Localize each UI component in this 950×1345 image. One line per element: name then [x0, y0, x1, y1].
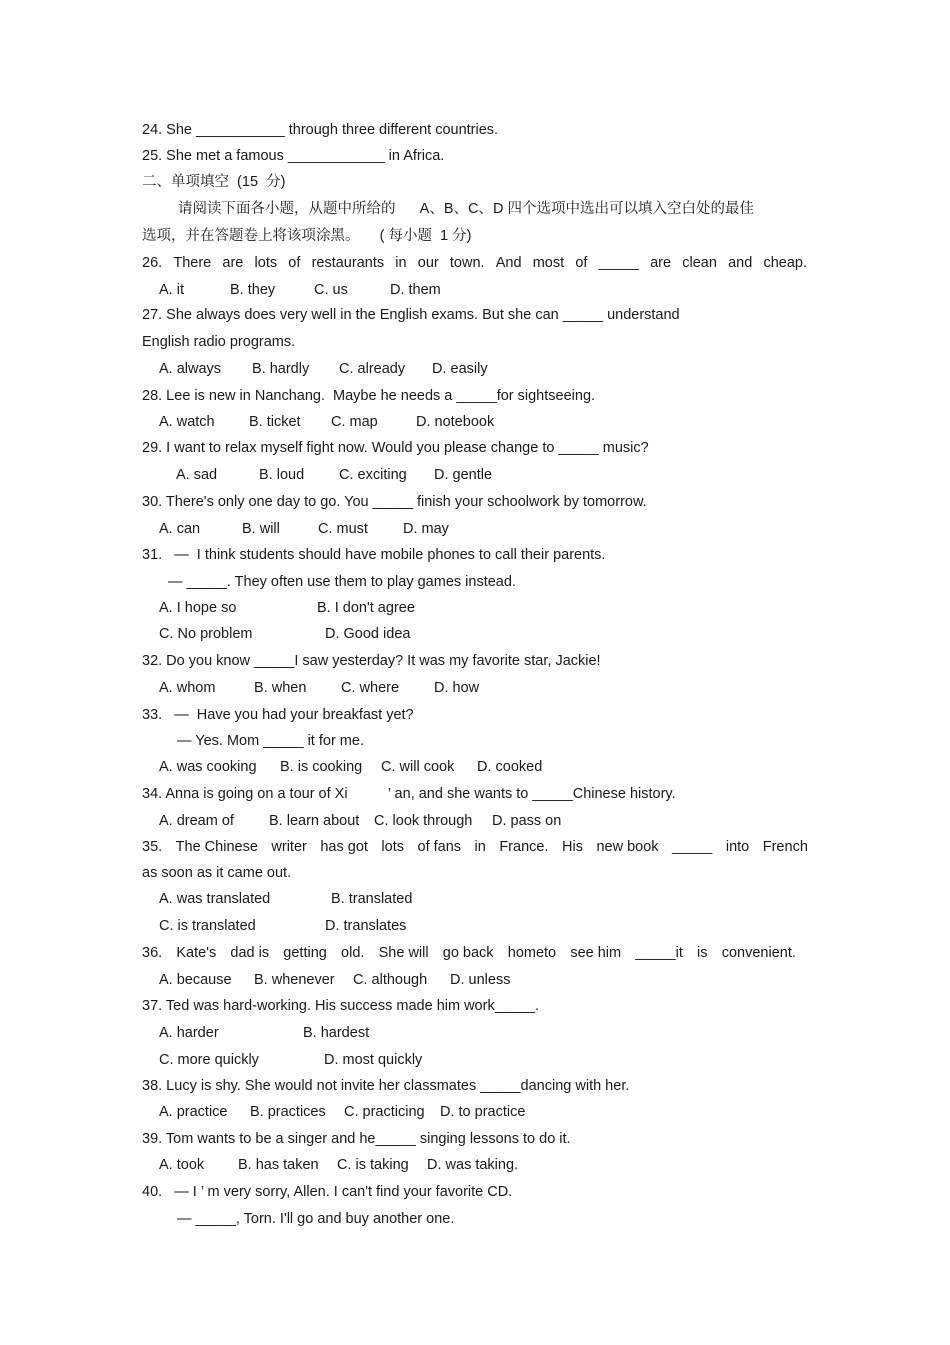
question-34: 34. Anna is going on a tour of Xi ’ an, and she wants to _____Chinese history. [142, 786, 676, 802]
word: writer [271, 839, 307, 855]
word: 35. [142, 839, 163, 855]
word: lots [254, 255, 278, 271]
word: town. [449, 255, 485, 271]
option-d: D. how [434, 680, 480, 696]
option-b: B. is cooking [280, 759, 363, 775]
question-35-line-2: as soon as it came out. [142, 865, 292, 881]
word: France. [499, 839, 549, 855]
question-40-line-2: — _____, Torn. I'll go and buy another one. [177, 1211, 455, 1227]
question-33-line-2: — Yes. Mom _____ it for me. [177, 733, 364, 749]
options-31-row-1 [159, 599, 415, 617]
option-a: A. can [159, 521, 201, 537]
option-b: B. hardest [303, 1025, 370, 1041]
options-31-row-2 [159, 625, 410, 643]
word: of [575, 255, 588, 271]
option-a: A. watch [159, 414, 215, 430]
options-32 [159, 679, 479, 697]
options-37-row-2 [159, 1051, 422, 1069]
question-24: 24. She ___________ through three different countries. [142, 122, 499, 138]
options-39 [159, 1156, 518, 1174]
word: clean [682, 255, 717, 271]
option-c: C. look through [374, 813, 473, 829]
option-a: A. whom [159, 680, 216, 696]
question-33-line-1: 33. — Have you had your breakfast yet? [142, 707, 414, 723]
option-c: C. where [341, 680, 400, 696]
option-a: A. because [159, 972, 232, 988]
word: dad is [230, 945, 270, 961]
option-c: C. must [318, 521, 368, 537]
question-31-line-2: — _____. They often use them to play games instead. [168, 574, 516, 590]
question-29: 29. I want to relax myself fight now. Would you please change to _____ music? [142, 440, 649, 456]
option-a: A. it [159, 282, 184, 298]
option-d: D. translates [325, 918, 407, 934]
word: lots [381, 839, 404, 855]
word: in [474, 839, 486, 855]
options-26 [159, 281, 441, 299]
option-a: A. was translated [159, 891, 271, 907]
word: go back [442, 945, 494, 961]
option-b: B. hardly [252, 361, 310, 377]
question-39: 39. Tom wants to be a singer and he_____ singing lessons to do it. [142, 1131, 571, 1147]
option-b: B. when [254, 680, 307, 696]
option-b: B. loud [259, 467, 305, 483]
option-a: A. I hope so [159, 600, 237, 616]
question-27-line-2: English radio programs. [142, 334, 296, 350]
word: and [728, 255, 753, 271]
word: are [650, 255, 672, 271]
options-27 [159, 360, 488, 378]
option-a: A. took [159, 1157, 205, 1173]
option-d: D. notebook [416, 414, 495, 430]
word: of fans [417, 839, 462, 855]
word: She will [378, 945, 429, 961]
option-c: C. exciting [339, 467, 407, 483]
question-35-line-1 [142, 838, 808, 856]
option-d: D. pass on [492, 813, 562, 829]
option-c: C. map [331, 414, 378, 430]
options-29 [176, 466, 492, 484]
option-d: D. may [403, 521, 449, 537]
option-b: B. I don't agree [317, 600, 415, 616]
question-37: 37. Ted was hard-working. His success made him work_____. [142, 998, 540, 1014]
option-a: A. practice [159, 1104, 228, 1120]
section-title: 二、单项填空 (15 分) [142, 174, 286, 190]
option-c: C. will cook [381, 759, 455, 775]
option-a: A. was cooking [159, 759, 257, 775]
word: 36. [142, 945, 163, 961]
option-b: B. learn about [269, 813, 360, 829]
options-35-row-2 [159, 917, 406, 935]
word: new book [596, 839, 659, 855]
options-28 [159, 413, 494, 431]
options-33 [159, 758, 542, 776]
word: hometo [507, 945, 557, 961]
options-34 [159, 812, 561, 830]
option-d: D. most quickly [324, 1052, 423, 1068]
question-30: 30. There's only one day to go. You _____ finish your schoolwork by tomorrow. [142, 494, 647, 510]
answer-blank: _____ [598, 255, 639, 271]
word: getting [283, 945, 327, 961]
question-31-line-1: 31. — I think students should have mobile phones to call their parents. [142, 547, 606, 563]
option-c: C. is taking [337, 1157, 409, 1173]
word: restaurants [311, 255, 385, 271]
option-c: C. more quickly [159, 1052, 259, 1068]
option-d: D. unless [450, 972, 511, 988]
word: most [532, 255, 565, 271]
word: are [222, 255, 244, 271]
options-37-row-1 [159, 1024, 369, 1042]
question-38: 38. Lucy is shy. She would not invite her classmates _____dancing with her. [142, 1078, 630, 1094]
option-c: C. No problem [159, 626, 253, 642]
question-25: 25. She met a famous ____________ in Africa. [142, 148, 445, 164]
option-c: C. us [314, 282, 348, 298]
word: French [762, 839, 808, 855]
option-c: C. practicing [344, 1104, 425, 1120]
question-40-line-1: 40. — I ’ m very sorry, Allen. I can't find your favorite CD. [142, 1184, 513, 1200]
word: The Chinese [175, 839, 258, 855]
word: old. [341, 945, 365, 961]
option-b: B. ticket [249, 414, 301, 430]
word: cheap. [763, 255, 807, 271]
options-35-row-1 [159, 890, 412, 908]
question-27-line-1: 27. She always does very well in the English exams. But she can _____ understand [142, 307, 680, 323]
option-c: C. is translated [159, 918, 256, 934]
word: in [395, 255, 407, 271]
option-d: D. gentle [434, 467, 493, 483]
word: of [288, 255, 301, 271]
option-b: B. will [242, 521, 280, 537]
options-36 [159, 971, 510, 989]
option-d: D. was taking. [427, 1157, 519, 1173]
question-32: 32. Do you know _____I saw yesterday? It was my favorite star, Jackie! [142, 653, 601, 669]
question-36 [142, 944, 796, 962]
instructions-line-2: 选项，并在答题卷上将该项涂黑。 ( 每小题 1 分) [142, 228, 472, 244]
option-b: B. whenever [254, 972, 335, 988]
option-a: A. harder [159, 1025, 219, 1041]
word: And [495, 255, 522, 271]
option-a: A. always [159, 361, 222, 377]
word: There [173, 255, 212, 271]
word: our [417, 255, 439, 271]
word: convenient. [721, 945, 796, 961]
option-c: C. although [353, 972, 428, 988]
option-b: B. they [230, 282, 276, 298]
option-d: D. Good idea [325, 626, 411, 642]
options-30 [159, 520, 449, 538]
option-d: D. to practice [440, 1104, 526, 1120]
word: has got [320, 839, 368, 855]
question-28: 28. Lee is new in Nanchang. Maybe he needs a _____for sightseeing. [142, 388, 596, 404]
instructions-line-1: 请阅读下面各小题，从题中所给的 A、B、C、D 四个选项中选出可以填入空白处的最佳 [178, 201, 754, 217]
word: is [697, 945, 708, 961]
option-a: A. dream of [159, 813, 234, 829]
option-d: D. cooked [477, 759, 543, 775]
word: Kate's [176, 945, 217, 961]
option-a: A. sad [176, 467, 218, 483]
options-38 [159, 1103, 525, 1121]
answer-blank: _____it [635, 945, 683, 961]
option-b: B. translated [331, 891, 413, 907]
option-b: B. practices [250, 1104, 326, 1120]
word: see him [570, 945, 622, 961]
word: 26. [142, 255, 163, 271]
word: into [725, 839, 750, 855]
answer-blank: _____ [672, 839, 713, 855]
option-d: D. easily [432, 361, 488, 377]
question-26 [142, 254, 807, 272]
option-d: D. them [390, 282, 441, 298]
option-b: B. has taken [238, 1157, 319, 1173]
option-c: C. already [339, 361, 406, 377]
word: His [562, 839, 583, 855]
